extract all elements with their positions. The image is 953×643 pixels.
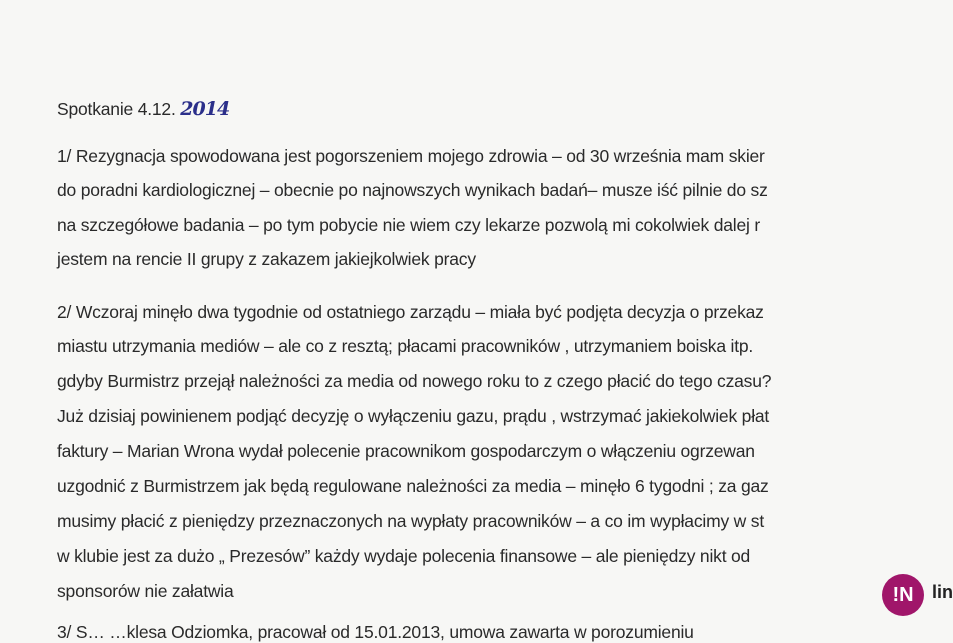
paragraph1-line: do poradni kardiologicznej – obecnie po najnowszych wynikach badań– musze iść pilnie do sz xyxy=(57,180,768,200)
heading-text: Spotkanie 4.12. xyxy=(57,99,176,119)
paragraph2-line: musimy płacić z pieniędzy przeznaczonych na wypłaty pracowników – a co im wypłacimy w st xyxy=(57,511,764,531)
watermark-text: lin xyxy=(932,582,953,602)
paragraph2-line: miastu utrzymania mediów – ale co z resztą; płacami pracowników , utrzymaniem boiska itp. xyxy=(57,336,754,356)
watermark-logo-icon: !N xyxy=(882,574,924,616)
paragraph3-partial-line: 3/ S… …klesa Odziomka, pracował od 15.01.2013, umowa zawarta w porozumieniu xyxy=(57,622,694,642)
paragraph2-line: faktury – Marian Wrona wydał polecenie pracownikom gospodarczym o włączeniu ogrzewan xyxy=(57,441,755,461)
paragraph1-line: na szczegółowe badania – po tym pobycie nie wiem czy lekarze pozwolą mi cokolwiek dalej r xyxy=(57,215,760,235)
paragraph1-line: 1/ Rezygnacja spowodowana jest pogorszeniem mojego zdrowia – od 30 września mam skier xyxy=(57,146,765,166)
meeting-heading xyxy=(57,98,229,120)
handwritten-year: 2014 xyxy=(180,98,230,120)
paragraph2-line: gdyby Burmistrz przejął należności za media od nowego roku to z czego płacić do tego czasu? xyxy=(57,371,772,391)
paragraph2-line: sponsorów nie załatwia xyxy=(57,581,234,601)
paragraph2-line: Już dzisiaj powinienem podjąć decyzję o wyłączeniu gazu, prądu , wstrzymać jakiekolwiek płat xyxy=(57,406,770,426)
paragraph2-line: w klubie jest za dużo „ Prezesów” każdy wydaje polecenia finansowe – ale pieniędzy nikt od xyxy=(57,546,751,566)
paragraph1-line: jestem na rencie II grupy z zakazem jakiejkolwiek pracy xyxy=(57,249,476,269)
paragraph2-line: uzgodnić z Burmistrzem jak będą regulowane należności za media – minęło 6 tygodni ; za gaz xyxy=(57,476,769,496)
paragraph2-line: 2/ Wczoraj minęło dwa tygodnie od ostatniego zarządu – miała być podjęta decyzja o przekaz xyxy=(57,302,764,322)
